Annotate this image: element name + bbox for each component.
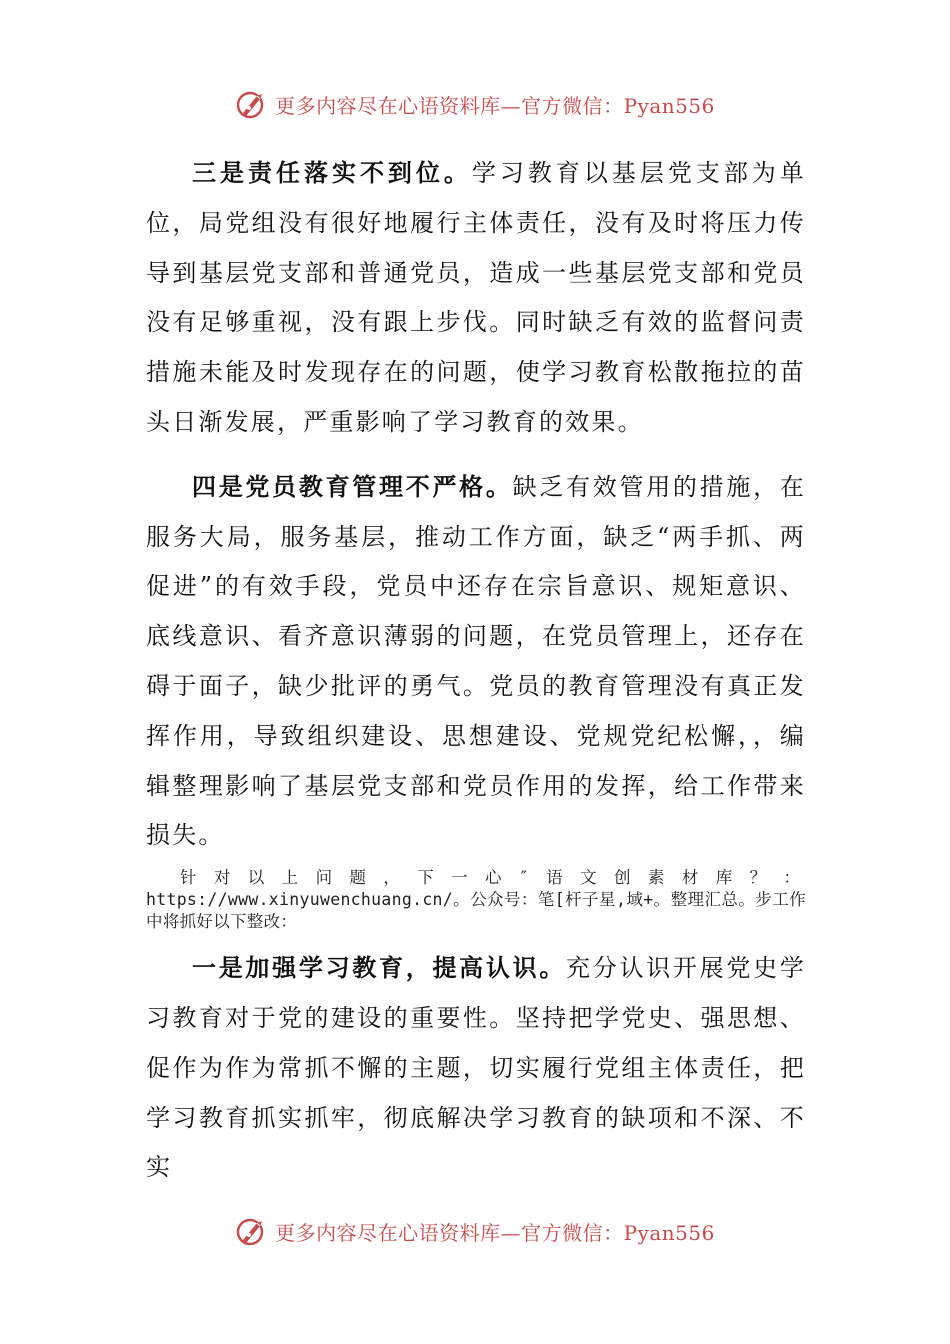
inserted-note <box>146 867 806 933</box>
paragraph-responsibility <box>146 148 806 448</box>
paragraph-body: 充分认识开展党史学习教育对于党的建设的重要性。坚持把学党史、强思想、促作为作为常抓不懈的主题，切实履行党组主体责任，把学习教育抓实抓牢，彻底解决学习教育的缺项和不深、不实 <box>146 954 806 1182</box>
footer-banner <box>0 1211 950 1251</box>
header-banner-text: 更多内容尽在心语资料库—官方微信：Pyan556 <box>275 93 715 118</box>
document-body <box>146 148 806 1193</box>
footer-banner-text: 更多内容尽在心语资料库—官方微信：Pyan556 <box>275 1220 715 1245</box>
paragraph-body: 缺乏有效管用的措施，在服务大局，服务基层，推动工作方面，缺乏“两手抓、两促进”的有效手段，党员中还存在宗旨意识、规矩意识、底线意识、看齐意识薄弱的问题，在党员管理上，还存在碍于面子，缺少批评的勇气。党员的教育管理没有真正发挥作用，导致组织建设、思想建设、党规党纪松懈，，编辑整理影响了基层党支部和党员作用的发挥，给工作带来损失。 <box>146 472 807 850</box>
paragraph-member-management <box>146 462 806 861</box>
paragraph-body: 学习教育以基层党支部为单位，局党组没有很好地履行主体责任，没有及时将压力传导到基层党支部和普通党员，造成一些基层党支部和党员没有足够重视，没有跟上步伐。同时缺乏有效的监督问责措施未能及时发现存在的问题，使学习教育松散拖拉的苗头日渐发展，严重影响了学习教育的效果。 <box>146 159 806 436</box>
note-text-b: https://www.xinyuwenchuang.cn/。公众号：笔[杆子星,域+。整理汇总。步工作中将抓好以下整改： <box>146 890 806 932</box>
note-text-a: 针对以上问题，下一心″语文创素材库？： <box>180 868 806 888</box>
header-banner <box>0 84 950 124</box>
pen-circle-logo-icon <box>235 87 269 121</box>
paragraph-lead: 一是加强学习教育，提高认识。 <box>192 953 567 983</box>
paragraph-strengthen-study <box>146 943 806 1193</box>
pen-circle-logo-icon <box>235 1214 269 1248</box>
paragraph-lead: 四是党员教育管理不严格。 <box>192 471 513 501</box>
paragraph-lead: 三是责任落实不到位。 <box>192 158 472 187</box>
